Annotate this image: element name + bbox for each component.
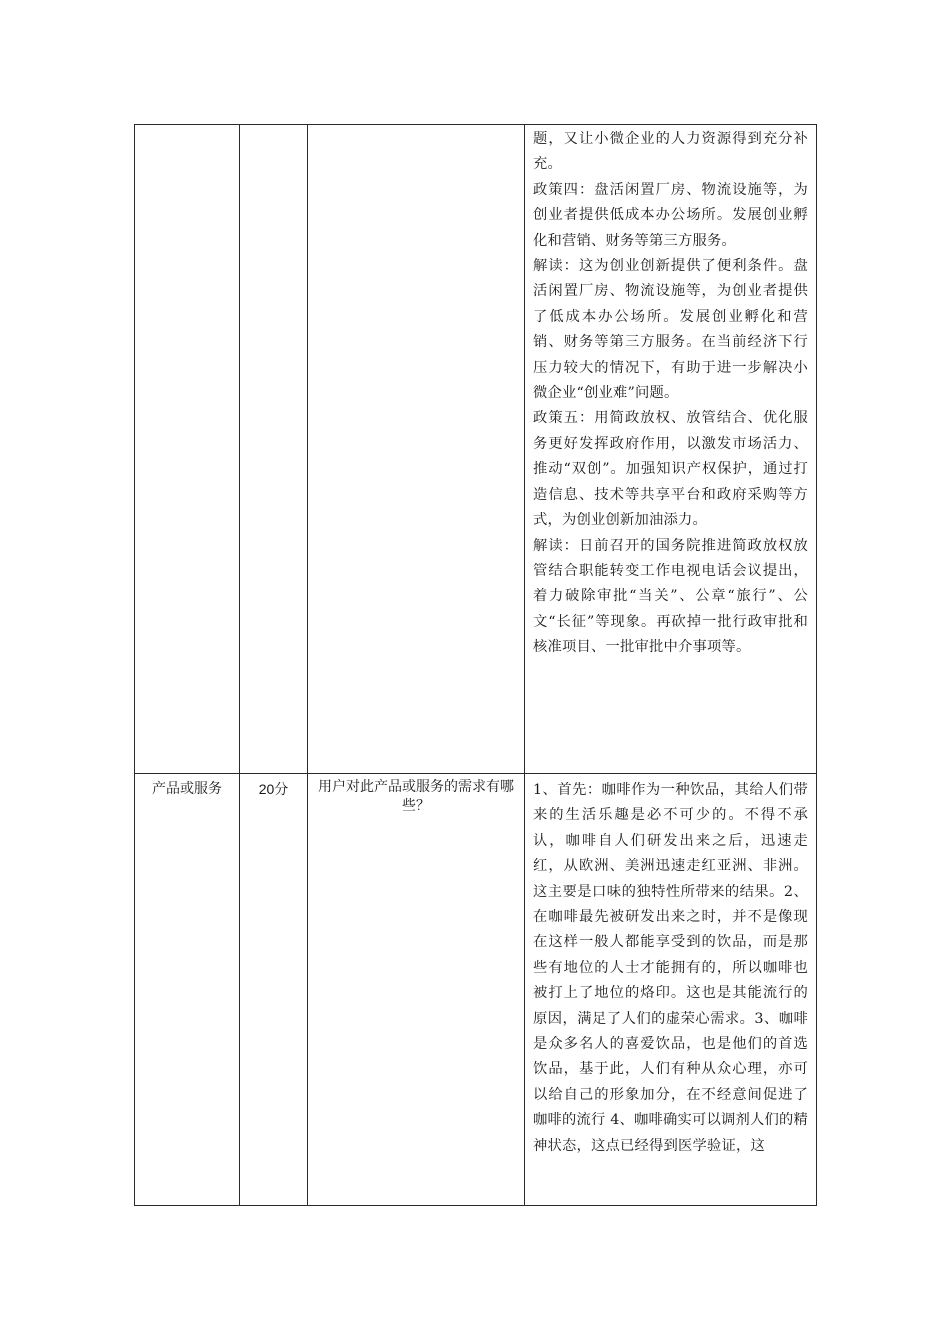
table-row — [135, 125, 817, 774]
score-cell — [240, 125, 308, 774]
category-label: 产品或服务 — [152, 781, 222, 797]
question-cell — [308, 125, 525, 774]
question-text: 用户对此产品或服务的需求有哪些？ — [318, 779, 514, 814]
answer-paragraph: 题，又让小微企业的人力资源得到充分补充。 — [533, 131, 808, 173]
answer-paragraph: 解读：日前召开的国务院推进简政放权放管结合职能转变工作电视电话会议提出，着力破除审批“当关”、公章“旅行”、公文“长征”等现象。再砍掉一批行政审批和核准项目、一批审批中介事项等。 — [533, 537, 808, 656]
answer-paragraph: 政策四：盘活闲置厂房、物流设施等，为创业者提供低成本办公场所。发展创业孵化和营销、财务等第三方服务。 — [533, 181, 808, 249]
answer-paragraph: 解读：这为创业创新提供了便利条件。盘活闲置厂房、物流设施等，为创业者提供了低成本办公场所。发展创业孵化和营销、财务等第三方服务。在当前经济下行压力较大的情况下，有助于进一步解决小微企业“创业难”问题。 — [533, 258, 808, 402]
table-row — [135, 774, 817, 1206]
evaluation-table — [134, 124, 817, 1206]
answer-paragraph: 政策五：用简政放权、放管结合、优化服务更好发挥政府作用，以激发市场活力、推动“双创”。加强知识产权保护，通过打造信息、技术等共享平台和政府采购等方式，为创业创新加油添力。 — [533, 410, 808, 529]
answer-paragraph: 1、首先：咖啡作为一种饮品，其给人们带来的生活乐趣是必不可少的。不得不承认，咖啡自人们研发出来之后，迅速走红，从欧洲、美洲迅速走红亚洲、非洲。这主要是口味的独特性所带来的结果。2、在咖啡最先被研发出来之时，并不是像现在这样一般人都能享受到的饮品，而是那些有地位的人士才能拥有的，所以咖啡也被打上了地位的烙印。这也是其能流行的原因，满足了人们的虚荣心需求。3、咖啡是众多名人的喜爱饮品，也是他们的首选饮品，基于此，人们有种从众心理，亦可以给自己的形象加分，在不经意间促进了咖啡的流行 4、咖啡确实可以调剂人们的精神状态，这点已经得到医学验证，这 — [533, 782, 808, 1154]
answer-cell — [525, 774, 817, 1206]
category-cell — [135, 125, 240, 774]
category-cell — [135, 774, 240, 1206]
score-cell — [240, 774, 308, 1206]
score-label: 20分 — [258, 781, 289, 797]
answer-cell — [525, 125, 817, 774]
question-cell — [308, 774, 525, 1206]
